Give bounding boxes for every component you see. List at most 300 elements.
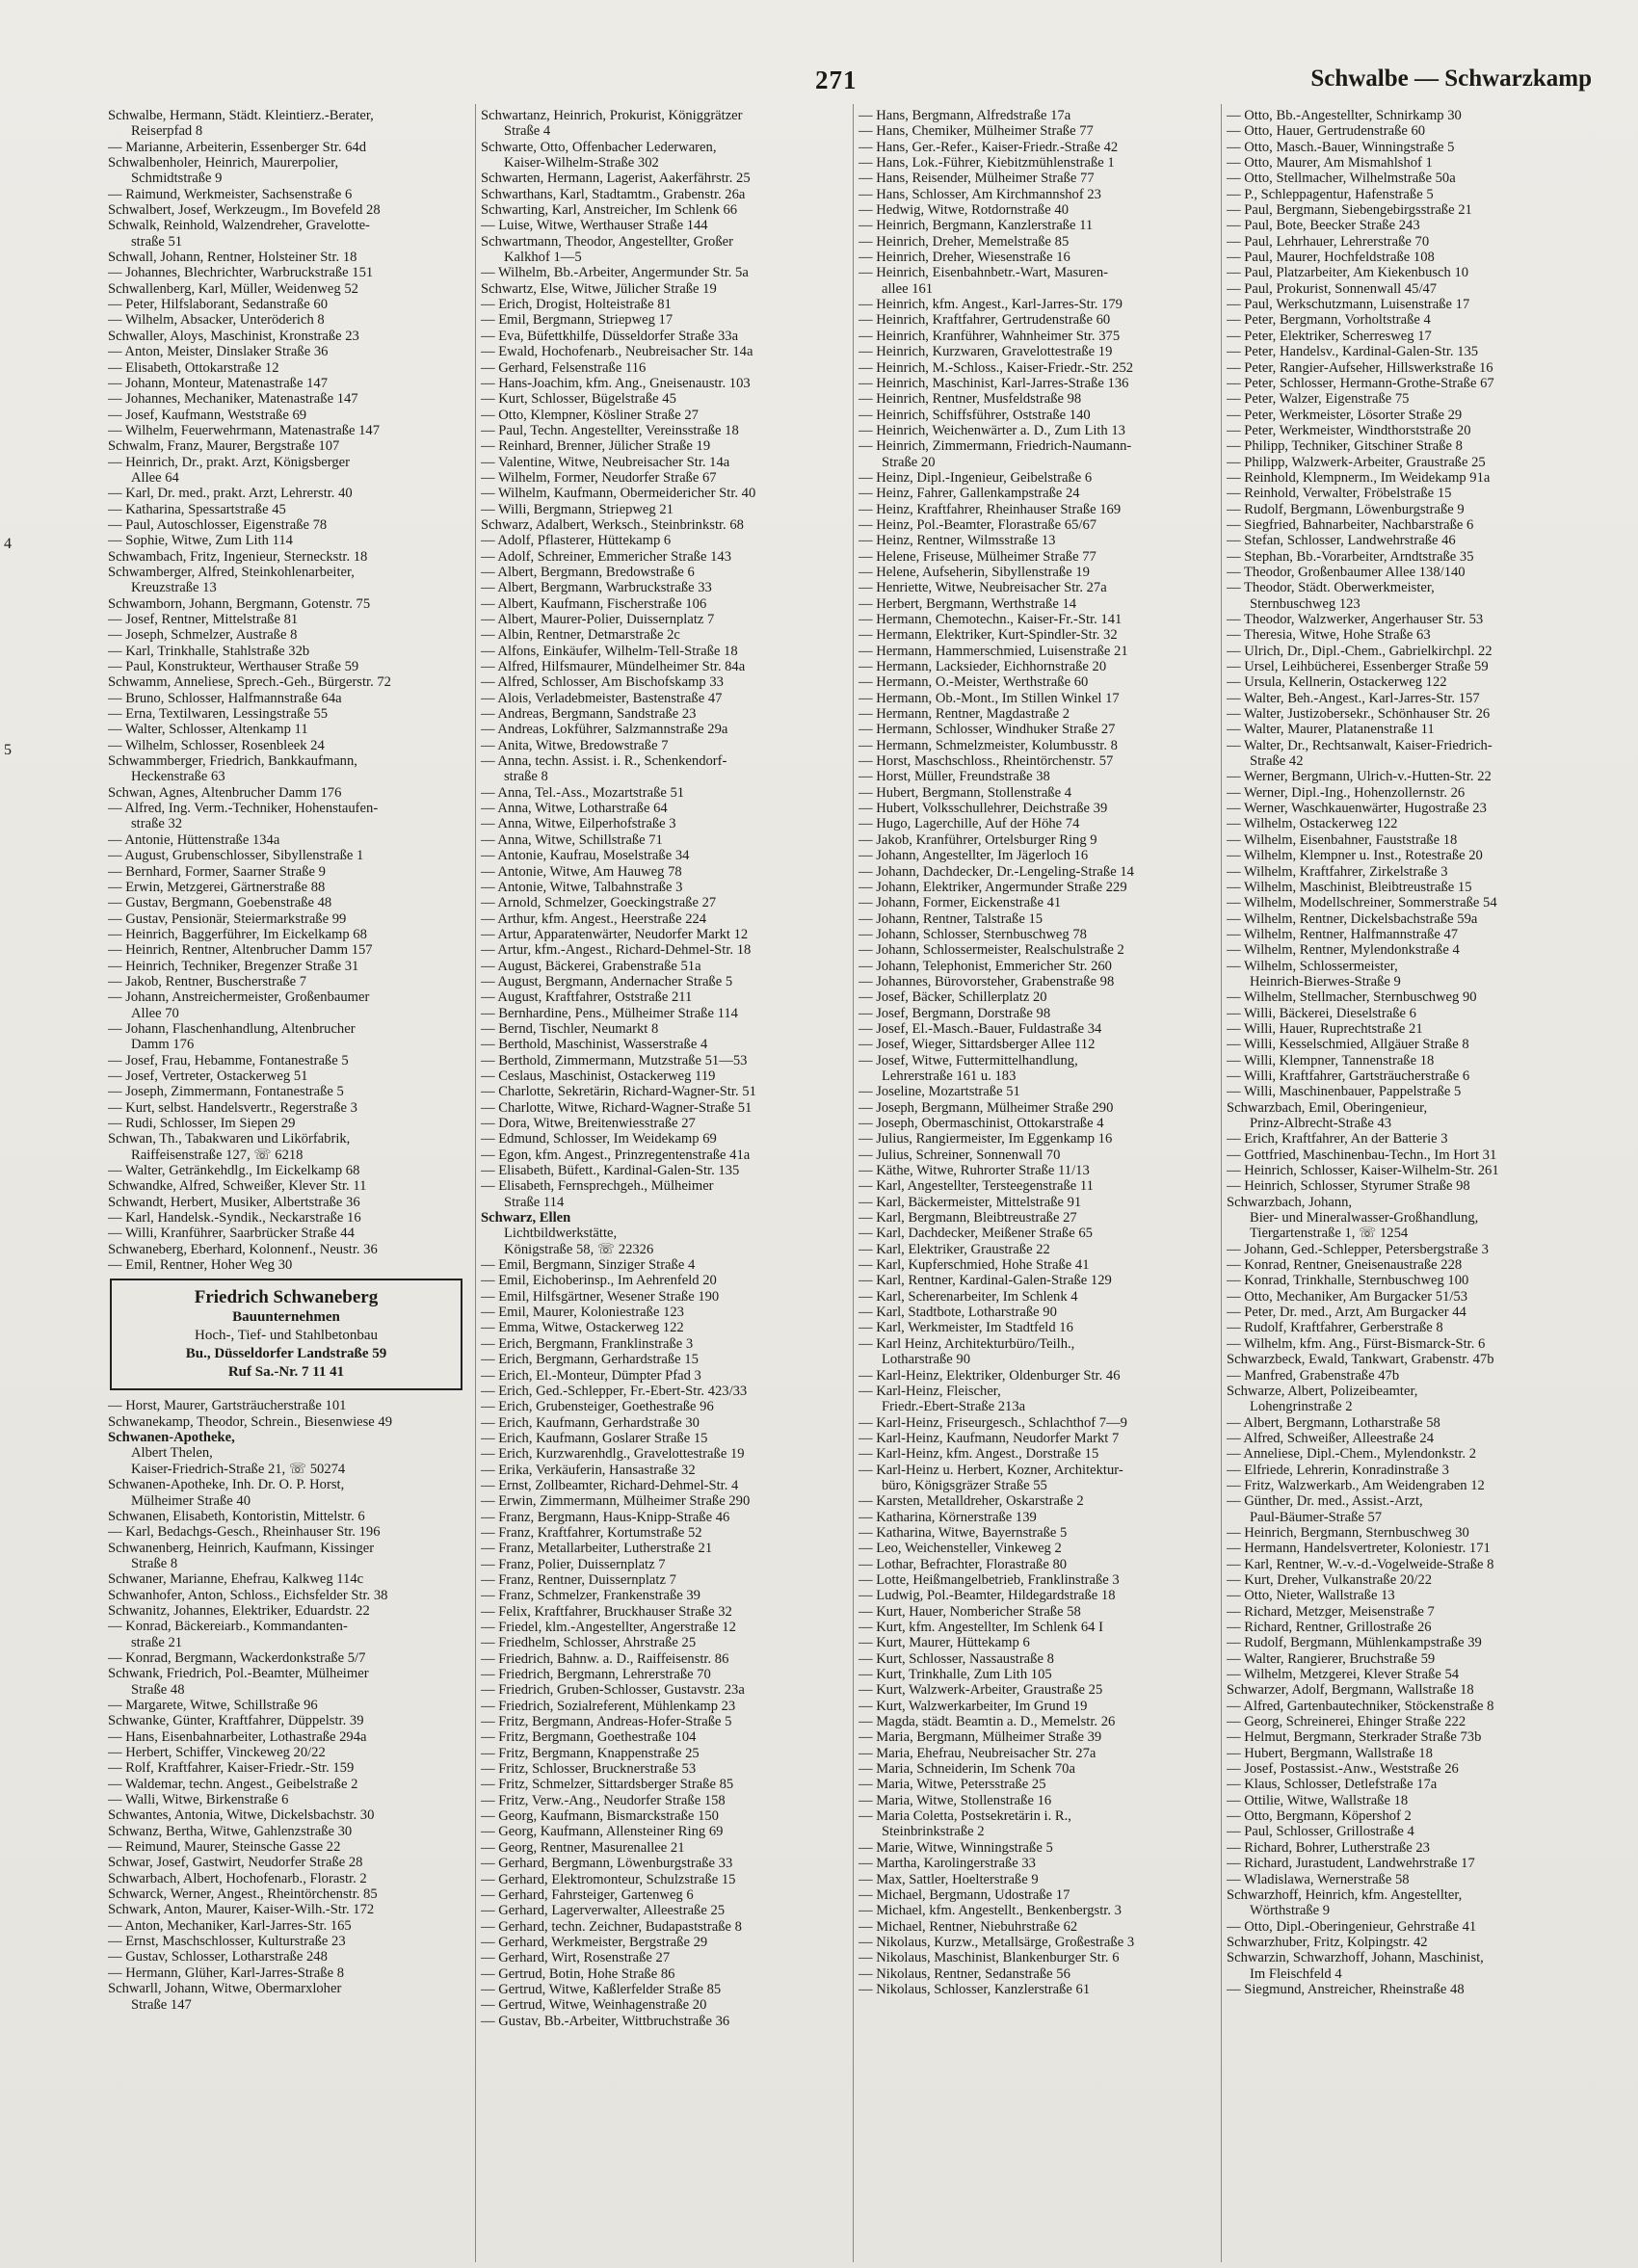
directory-entry: Bier- und Mineralwasser-Großhandlung, bbox=[1250, 1210, 1479, 1226]
directory-entry: — Heinrich, Weichenwärter a. D., Zum Lith 13 bbox=[859, 422, 1125, 438]
directory-entry: Schwamm, Anneliese, Sprech.-Geh., Bürgerstr. 72 bbox=[108, 674, 391, 691]
ad-address: Bu., Düsseldorfer Landstraße 59 bbox=[185, 1346, 387, 1362]
advertisement-box bbox=[110, 1279, 462, 1390]
directory-entry: — Richard, Jurastudent, Landwehrstraße 17 bbox=[1227, 1856, 1475, 1872]
directory-entry: — Karl-Heinz, Friseurgesch., Schlachthof 7—9 bbox=[859, 1414, 1127, 1431]
directory-entry: — Franz, Schmelzer, Frankenstraße 39 bbox=[481, 1588, 700, 1604]
directory-entry: Schwarll, Johann, Witwe, Obermarxloher bbox=[108, 1981, 342, 1997]
directory-entry: Schwantes, Antonia, Witwe, Dickelsbachstr. 30 bbox=[108, 1807, 375, 1824]
directory-entry: — Albert, Kaufmann, Fischerstraße 106 bbox=[481, 595, 707, 612]
directory-entry: Sternbuschweg 123 bbox=[1250, 595, 1361, 612]
directory-entry: — Berthold, Zimmermann, Mutzstraße 51—53 bbox=[481, 1052, 748, 1068]
directory-entry: Schwamborn, Johann, Bergmann, Gotenstr. 75 bbox=[108, 595, 371, 612]
directory-entry: — Katharina, Witwe, Bayernstraße 5 bbox=[859, 1524, 1068, 1541]
directory-entry: — Heinrich, Kranführer, Wahnheimer Str. 375 bbox=[859, 328, 1121, 344]
directory-entry: Schwanz, Bertha, Witwe, Gahlenzstraße 30 bbox=[108, 1823, 353, 1839]
directory-entry: — Peter, Schlosser, Hermann-Grothe-Straße 67 bbox=[1227, 375, 1494, 391]
directory-entry: — Hermann, O.-Meister, Werthstraße 60 bbox=[859, 674, 1089, 691]
directory-entry: — Konrad, Bäckereiarb., Kommandanten- bbox=[108, 1619, 348, 1635]
margin-mark: 5 bbox=[4, 742, 12, 758]
column-4 bbox=[1227, 108, 1600, 1997]
directory-entry: — Martha, Karolingerstraße 33 bbox=[859, 1856, 1036, 1872]
directory-entry: — Otto, Masch.-Bauer, Winningstraße 5 bbox=[1227, 139, 1455, 155]
directory-entry: — Johann, Rentner, Talstraße 15 bbox=[859, 910, 1044, 927]
directory-entry: — Gerhard, Bergmann, Löwenburgstraße 33 bbox=[481, 1856, 733, 1872]
directory-entry: — Willi, Bergmann, Striepweg 21 bbox=[481, 501, 674, 517]
directory-entry: Tiergartenstraße 1, ☏ 1254 bbox=[1250, 1226, 1409, 1242]
directory-entry: — Peter, Handelsv., Kardinal-Galen-Str. 135 bbox=[1227, 344, 1479, 360]
directory-entry: — Wilhelm, Schlosser, Rosenbleek 24 bbox=[108, 737, 325, 753]
directory-entry: — Josef, Kaufmann, Weststraße 69 bbox=[108, 407, 307, 423]
directory-entry: — August, Kraftfahrer, Oststraße 211 bbox=[481, 989, 693, 1006]
directory-entry: — Felix, Kraftfahrer, Bruckhauser Straße 32 bbox=[481, 1603, 732, 1620]
directory-entry: — Johannes, Mechaniker, Matenastraße 147 bbox=[108, 391, 358, 408]
directory-entry: allee 161 bbox=[882, 280, 934, 297]
directory-entry: — Maria Coletta, Postsekretärin i. R., bbox=[859, 1808, 1071, 1825]
directory-entry: — Ernst, Maschschlosser, Kulturstraße 23 bbox=[108, 1934, 346, 1950]
directory-entry: — Antonie, Hüttenstraße 134a bbox=[108, 831, 280, 848]
directory-entry: — Hermann, Schmelzmeister, Kolumbusstr. 8 bbox=[859, 737, 1118, 753]
directory-entry: — Johann, Angestellter, Im Jägerloch 16 bbox=[859, 848, 1089, 864]
directory-entry: — Maria, Ehefrau, Neubreisacher Str. 27a bbox=[859, 1745, 1096, 1761]
directory-entry: — Karl, Bäckermeister, Mittelstraße 91 bbox=[859, 1194, 1082, 1210]
directory-entry: — Fritz, Walzwerkarb., Am Weidengraben 12 bbox=[1227, 1477, 1485, 1493]
ad-line: Hoch-, Tief- und Stahlbetonbau bbox=[195, 1328, 378, 1344]
directory-entry: — Gustav, Schlosser, Lotharstraße 248 bbox=[108, 1949, 328, 1965]
directory-entry: — Max, Sattler, Hoelterstraße 9 bbox=[859, 1871, 1039, 1887]
directory-entry: — Rudolf, Kraftfahrer, Gerberstraße 8 bbox=[1227, 1320, 1443, 1336]
directory-entry: — Heinrich, Zimmermann, Friedrich-Naumann- bbox=[859, 438, 1132, 455]
directory-entry: — Elisabeth, Fernsprechgeh., Mülheimer bbox=[481, 1178, 714, 1195]
directory-entry: Schwanen-Apotheke, Inh. Dr. O. P. Horst, bbox=[108, 1477, 345, 1493]
entry-list bbox=[1227, 108, 1600, 1997]
directory-entry: — Joseline, Mozartstraße 51 bbox=[859, 1084, 1020, 1100]
directory-entry: — Gertrud, Botin, Hohe Straße 86 bbox=[481, 1965, 675, 1982]
directory-entry: — August, Bergmann, Andernacher Straße 5 bbox=[481, 973, 733, 989]
directory-entry: Schwarten, Hermann, Lagerist, Aakerfährstr. 25 bbox=[481, 171, 751, 187]
directory-entry: Steinbrinkstraße 2 bbox=[882, 1824, 985, 1840]
directory-entry: — Heinz, Dipl.-Ingenieur, Geibelstraße 6 bbox=[859, 469, 1093, 486]
directory-entry: — Erich, Grubensteiger, Goethestraße 96 bbox=[481, 1399, 714, 1415]
directory-entry: Schwarzer, Adolf, Bergmann, Wallstraße 18 bbox=[1227, 1682, 1474, 1699]
directory-entry: — Wilhelm, Schlossermeister, bbox=[1227, 958, 1398, 974]
directory-entry: — Ewald, Hochofenarb., Neubreisacher Str. 14a bbox=[481, 344, 753, 360]
directory-entry: — Konrad, Rentner, Gneisenaustraße 228 bbox=[1227, 1257, 1463, 1274]
directory-entry: — Nikolaus, Maschinist, Blankenburger Str. 6 bbox=[859, 1950, 1120, 1966]
directory-entry: — Karl, Scherenarbeiter, Im Schlenk 4 bbox=[859, 1288, 1078, 1305]
directory-entry: — Gustav, Pensionär, Steiermarkstraße 99 bbox=[108, 910, 347, 927]
directory-entry: — Fritz, Bergmann, Andreas-Hofer-Straße 5 bbox=[481, 1714, 732, 1730]
directory-entry: — Josef, Rentner, Mittelstraße 81 bbox=[108, 612, 299, 627]
directory-entry: — Hermann, Rentner, Magdastraße 2 bbox=[859, 706, 1070, 723]
directory-entry: — Paul, Maurer, Hochfeldstraße 108 bbox=[1227, 250, 1435, 266]
directory-entry: — Friedrich, Bergmann, Lehrerstraße 70 bbox=[481, 1667, 711, 1683]
directory-entry: — Antonie, Witwe, Am Hauweg 78 bbox=[481, 863, 682, 880]
directory-entry: Schwarzbeck, Ewald, Tankwart, Grabenstr. 47b bbox=[1227, 1352, 1494, 1368]
directory-entry: — Franz, Rentner, Duissernplatz 7 bbox=[481, 1571, 676, 1588]
directory-entry: — Antonie, Witwe, Talbahnstraße 3 bbox=[481, 879, 683, 895]
directory-entry: — Artur, Apparatenwärter, Neudorfer Markt 12 bbox=[481, 926, 749, 942]
directory-entry: — Peter, Elektriker, Scherresweg 17 bbox=[1227, 328, 1432, 344]
directory-entry: — Karl, Angestellter, Tersteegenstraße 11 bbox=[859, 1178, 1094, 1195]
directory-entry: — Emil, Bergmann, Sinziger Straße 4 bbox=[481, 1257, 696, 1274]
directory-entry: — Joseph, Schmelzer, Austraße 8 bbox=[108, 627, 298, 644]
directory-entry: Lohengrinstraße 2 bbox=[1250, 1399, 1353, 1415]
directory-entry: Schwarz, Ellen bbox=[481, 1210, 571, 1226]
directory-entry: — Otto, Klempner, Kösliner Straße 27 bbox=[481, 407, 699, 423]
directory-entry: — Leo, Weichensteller, Vinkeweg 2 bbox=[859, 1541, 1062, 1557]
directory-entry: — Theodor, Städt. Oberwerkmeister, bbox=[1227, 580, 1435, 596]
directory-entry: — Reimund, Maurer, Steinsche Gasse 22 bbox=[108, 1839, 341, 1856]
directory-entry: — Peter, Rangier-Aufseher, Hillswerkstraße 16 bbox=[1227, 359, 1493, 376]
directory-entry: — Anton, Meister, Dinslaker Straße 36 bbox=[108, 344, 329, 360]
directory-entry: — Paul, Techn. Angestellter, Vereinsstraße 18 bbox=[481, 422, 739, 438]
directory-entry: — Josef, Vertreter, Ostackerweg 51 bbox=[108, 1068, 308, 1084]
directory-entry: — Josef, Frau, Hebamme, Fontanestraße 5 bbox=[108, 1052, 349, 1068]
directory-entry: — Heinrich, Bergmann, Sternbuschweg 30 bbox=[1227, 1524, 1469, 1541]
directory-entry: — Lotte, Heißmangelbetrieb, Franklinstraße 3 bbox=[859, 1571, 1120, 1588]
directory-entry: — Johannes, Blechrichter, Warbruckstraße 151 bbox=[108, 265, 374, 281]
directory-entry: — Johann, Ged.-Schlepper, Petersbergstraße 3 bbox=[1227, 1241, 1489, 1257]
directory-entry: — Antonie, Kaufrau, Moselstraße 34 bbox=[481, 848, 690, 864]
directory-entry: Schwanen, Elisabeth, Kontoristin, Mittelstr. 6 bbox=[108, 1508, 365, 1524]
column-2 bbox=[481, 108, 855, 2029]
directory-entry: Schwalk, Reinhold, Walzendreher, Gravelotte- bbox=[108, 218, 370, 234]
column-1 bbox=[108, 108, 482, 2013]
directory-entry: — Paul, Bergmann, Siebengebirgsstraße 21 bbox=[1227, 202, 1472, 219]
directory-entry: — Otto, Stellmacher, Wilhelmstraße 50a bbox=[1227, 171, 1456, 187]
directory-entry: — Hans, Reisender, Mülheimer Straße 77 bbox=[859, 171, 1095, 187]
directory-entry: Schwandt, Herbert, Musiker, Albertstraße 36 bbox=[108, 1194, 360, 1210]
directory-entry: — Klaus, Schlosser, Detlefstraße 17a bbox=[1227, 1777, 1438, 1793]
directory-entry: — Julius, Rangiermeister, Im Eggenkamp 16 bbox=[859, 1131, 1113, 1147]
directory-entry: — Willi, Klempner, Tannenstraße 18 bbox=[1227, 1052, 1435, 1068]
directory-entry: Schwarzbach, Emil, Oberingenieur, bbox=[1227, 1099, 1428, 1116]
directory-entry: Heckenstraße 63 bbox=[131, 769, 225, 785]
directory-entry: — Heinz, Fahrer, Gallenkampstraße 24 bbox=[859, 486, 1080, 502]
directory-entry: — Julius, Schreiner, Sonnenwall 70 bbox=[859, 1147, 1061, 1163]
directory-entry: — Ceslaus, Maschinist, Ostackerweg 119 bbox=[481, 1068, 716, 1084]
directory-entry: — Joseph, Bergmann, Mülheimer Straße 290 bbox=[859, 1099, 1114, 1116]
directory-entry: — Walter, Beh.-Angest., Karl-Jarres-Str. 157 bbox=[1227, 690, 1480, 706]
directory-entry: — Walter, Getränkehdlg., Im Eickelkamp 68 bbox=[108, 1163, 360, 1179]
directory-entry: — Karl, Handelsk.-Syndik., Neckarstraße 16 bbox=[108, 1210, 361, 1226]
directory-entry: — Eva, Büfettkhilfe, Düsseldorfer Straße 33a bbox=[481, 328, 739, 344]
running-title: Schwalbe — Schwarzkamp bbox=[1310, 66, 1592, 92]
directory-entry: Schwarte, Otto, Offenbacher Lederwaren, bbox=[481, 139, 717, 155]
directory-entry: — Helmut, Bergmann, Sterkrader Straße 73b bbox=[1227, 1729, 1482, 1746]
directory-entry: — Emma, Witwe, Ostackerweg 122 bbox=[481, 1320, 684, 1336]
directory-entry: Straße 48 bbox=[131, 1681, 185, 1698]
directory-entry: — Hans, Chemiker, Mülheimer Straße 77 bbox=[859, 123, 1094, 140]
directory-entry: — Gerhard, Lagerverwalter, Alleestraße 25 bbox=[481, 1903, 726, 1919]
directory-entry: — Marie, Witwe, Winningstraße 5 bbox=[859, 1839, 1053, 1856]
directory-entry: — Peter, Hilfslaborant, Sedanstraße 60 bbox=[108, 297, 328, 313]
directory-entry: Heinrich-Bierwes-Straße 9 bbox=[1250, 973, 1401, 989]
directory-entry: — Erich, El.-Monteur, Dümpter Pfad 3 bbox=[481, 1367, 701, 1384]
directory-entry: — Gerhard, Elektromonteur, Schulzstraße 15 bbox=[481, 1871, 736, 1887]
directory-entry: Paul-Bäumer-Straße 57 bbox=[1250, 1509, 1383, 1525]
directory-entry: — Richard, Metzger, Meisenstraße 7 bbox=[1227, 1603, 1435, 1620]
directory-entry: — Rudolf, Bergmann, Mühlenkampstraße 39 bbox=[1227, 1635, 1482, 1651]
directory-entry: — Günther, Dr. med., Assist.-Arzt, bbox=[1227, 1493, 1423, 1510]
directory-entry: Schwalbert, Josef, Werkzeugm., Im Bovefeld 28 bbox=[108, 202, 381, 219]
directory-entry: — Kurt, Walzwerkarbeiter, Im Grund 19 bbox=[859, 1698, 1088, 1714]
directory-entry: — Karl, Elektriker, Graustraße 22 bbox=[859, 1241, 1050, 1257]
directory-entry: — Heinz, Rentner, Wilmsstraße 13 bbox=[859, 533, 1056, 549]
directory-entry: — Karl, Rentner, W.-v.-d.-Vogelweide-Straße 8 bbox=[1227, 1556, 1494, 1572]
directory-entry: — Herbert, Schiffer, Vinckeweg 20/22 bbox=[108, 1745, 326, 1760]
directory-entry: — Sophie, Witwe, Zum Lith 114 bbox=[108, 533, 293, 549]
directory-entry: — Georg, Schreinerei, Ehinger Straße 222 bbox=[1227, 1714, 1466, 1730]
directory-entry: — Franz, Bergmann, Haus-Knipp-Straße 46 bbox=[481, 1509, 730, 1525]
entry-list bbox=[859, 108, 1232, 1997]
directory-entry: — Kurt, Schlosser, Nassaustraße 8 bbox=[859, 1650, 1054, 1667]
directory-entry: Reiserpfad 8 bbox=[131, 123, 203, 140]
directory-entry: — Anneliese, Dipl.-Chem., Mylendonkstr. 2 bbox=[1227, 1446, 1477, 1463]
directory-entry: — Rolf, Kraftfahrer, Kaiser-Friedr.-Str. 159 bbox=[108, 1760, 355, 1777]
ad-subtitle: Bauunternehmen bbox=[232, 1309, 340, 1326]
directory-entry: — Peter, Walzer, Eigenstraße 75 bbox=[1227, 391, 1410, 408]
directory-entry: Schwalbenholer, Heinrich, Maurerpolier, bbox=[108, 155, 339, 171]
directory-entry: — Georg, Kaufmann, Bismarckstraße 150 bbox=[481, 1808, 719, 1825]
directory-entry: — Erich, Kaufmann, Goslarer Straße 15 bbox=[481, 1430, 708, 1446]
directory-entry: Straße 114 bbox=[504, 1194, 565, 1210]
directory-entry: — Gerhard, Wirt, Rosenstraße 27 bbox=[481, 1950, 671, 1966]
directory-entry: — Fritz, Bergmann, Goethestraße 104 bbox=[481, 1729, 697, 1746]
directory-entry: — Paul, Bote, Beecker Straße 243 bbox=[1227, 218, 1420, 234]
directory-entry: — Johann, Monteur, Matenastraße 147 bbox=[108, 375, 328, 391]
directory-entry: Schwan, Th., Tabakwaren und Likörfabrik, bbox=[108, 1131, 351, 1147]
directory-entry: Prinz-Albrecht-Straße 43 bbox=[1250, 1116, 1392, 1131]
directory-entry: — Elisabeth, Büfett., Kardinal-Galen-Str. 135 bbox=[481, 1163, 740, 1179]
directory-entry: — Karl Heinz, Architekturbüro/Teilh., bbox=[859, 1335, 1075, 1352]
directory-entry: — Philipp, Walzwerk-Arbeiter, Graustraße 25 bbox=[1227, 454, 1486, 470]
directory-entry: — August, Bäckerei, Grabenstraße 51a bbox=[481, 958, 701, 974]
directory-entry: — Hermann, Elektriker, Kurt-Spindler-Str. 32 bbox=[859, 627, 1118, 644]
directory-entry: — Reinhold, Klempnerm., Im Weidekamp 91a bbox=[1227, 469, 1491, 486]
directory-entry: — Heinrich, M.-Schloss., Kaiser-Friedr.-Str. 252 bbox=[859, 359, 1134, 376]
directory-entry: Wörthstraße 9 bbox=[1250, 1903, 1331, 1919]
directory-entry: — Kurt, Maurer, Hüttekamp 6 bbox=[859, 1635, 1030, 1651]
directory-entry: straße 32 bbox=[131, 816, 183, 832]
directory-entry: Friedr.-Ebert-Straße 213a bbox=[882, 1399, 1026, 1415]
directory-entry: — Maria, Schneiderin, Im Schenk 70a bbox=[859, 1761, 1075, 1778]
directory-entry: — Hans, Schlosser, Am Kirchmannshof 23 bbox=[859, 186, 1101, 202]
directory-entry: — Albert, Bergmann, Warbruckstraße 33 bbox=[481, 580, 712, 596]
directory-entry: — Johann, Flaschenhandlung, Altenbrucher bbox=[108, 1020, 356, 1037]
directory-entry: — Elisabeth, Ottokarstraße 12 bbox=[108, 359, 279, 376]
directory-entry: — Gerhard, techn. Zeichner, Budapaststraße 8 bbox=[481, 1918, 742, 1935]
directory-entry: — Peter, Werkmeister, Windthorststraße 20 bbox=[1227, 422, 1471, 438]
directory-entry: — Josef, Postassist.-Anw., Weststraße 26 bbox=[1227, 1761, 1459, 1778]
directory-entry: — Heinz, Pol.-Beamter, Florastraße 65/67 bbox=[859, 516, 1097, 533]
directory-entry: — Wilhelm, Maschinist, Bleibtreustraße 15 bbox=[1227, 879, 1472, 895]
directory-entry: Schwall, Johann, Rentner, Holsteiner Str. 18 bbox=[108, 250, 357, 266]
directory-entry: — Karl-Heinz u. Herbert, Kozner, Architektur- bbox=[859, 1462, 1123, 1478]
directory-entry: — Alfred, Ing. Verm.-Techniker, Hohenstaufen- bbox=[108, 801, 379, 817]
directory-entry: — Anita, Witwe, Bredowstraße 7 bbox=[481, 737, 669, 753]
directory-entry: — Philipp, Techniker, Gitschiner Straße 8 bbox=[1227, 438, 1463, 455]
directory-entry: — Hermann, Chemotechn., Kaiser-Fr.-Str. 141 bbox=[859, 612, 1123, 627]
directory-entry: — Karl-Heinz, Kaufmann, Neudorfer Markt 7 bbox=[859, 1430, 1120, 1446]
directory-entry: — Alfred, Gartenbautechniker, Stöckenstraße 8 bbox=[1227, 1698, 1494, 1714]
directory-entry: — Andreas, Lokführer, Salzmannstraße 29a bbox=[481, 722, 728, 738]
directory-entry: — Willi, Kesselschmied, Allgäuer Straße 8 bbox=[1227, 1037, 1469, 1053]
directory-entry: — Erich, Drogist, Holteistraße 81 bbox=[481, 297, 672, 313]
directory-entry: — Anna, Witwe, Schillstraße 71 bbox=[481, 831, 663, 848]
directory-entry: — Arthur, kfm. Angest., Heerstraße 224 bbox=[481, 910, 707, 927]
directory-entry: — Willi, Kraftfahrer, Gartsträucherstraße 6 bbox=[1227, 1068, 1470, 1084]
directory-entry: — Heinrich, Eisenbahnbetr.-Wart, Masuren- bbox=[859, 265, 1108, 281]
directory-entry: — Siegmund, Anstreicher, Rheinstraße 48 bbox=[1227, 1981, 1465, 1997]
directory-entry: — Heinz, Kraftfahrer, Rheinhauser Straße 169 bbox=[859, 501, 1122, 517]
directory-entry: — P., Schleppagentur, Hafenstraße 5 bbox=[1227, 186, 1434, 202]
directory-entry: — Karsten, Metalldreher, Oskarstraße 2 bbox=[859, 1493, 1084, 1510]
directory-entry: — Peter, Bergmann, Vorholtstraße 4 bbox=[1227, 312, 1431, 329]
directory-entry: — Bernhardine, Pens., Mülheimer Straße 114 bbox=[481, 1005, 738, 1021]
directory-entry: — Karl, Kupferschmied, Hohe Straße 41 bbox=[859, 1257, 1090, 1274]
directory-entry: — Michael, Rentner, Niebuhrstraße 62 bbox=[859, 1918, 1078, 1935]
directory-entry: Schwarbach, Albert, Hochofenarb., Florastr. 2 bbox=[108, 1870, 367, 1886]
directory-entry: — Hermann, Hammerschmied, Luisenstraße 21 bbox=[859, 643, 1128, 659]
directory-entry: — Wilhelm, Rentner, Halfmannstraße 47 bbox=[1227, 926, 1459, 942]
page-header bbox=[0, 64, 1638, 102]
directory-entry: Schwanenberg, Heinrich, Kaufmann, Kissinger bbox=[108, 1540, 375, 1556]
directory-entry: — Wilhelm, Metzgerei, Klever Straße 54 bbox=[1227, 1667, 1460, 1683]
directory-entry: — Heinrich, Dreher, Wiesenstraße 16 bbox=[859, 250, 1070, 266]
directory-entry: — Otto, Maurer, Am Mismahlshof 1 bbox=[1227, 155, 1433, 171]
directory-entry: — Friedrich, Bahnw. a. D., Raiffeisenstr. 86 bbox=[481, 1650, 729, 1667]
directory-entry: — Helene, Aufseherin, Sibyllenstraße 19 bbox=[859, 564, 1090, 580]
entry-list bbox=[108, 1398, 482, 2012]
directory-entry: — Kurt, Dreher, Vulkanstraße 20/22 bbox=[1227, 1571, 1433, 1588]
directory-entry: — Erika, Verkäuferin, Hansastraße 32 bbox=[481, 1462, 696, 1478]
directory-entry: — Karl, Bedachgs-Gesch., Rheinhauser Str. 196 bbox=[108, 1524, 381, 1541]
directory-entry: — Konrad, Bergmann, Wackerdonkstraße 5/7 bbox=[108, 1649, 366, 1666]
directory-entry: — Paul, Schlosser, Grillostraße 4 bbox=[1227, 1824, 1414, 1840]
directory-entry: — Walter, Rangierer, Bruchstraße 59 bbox=[1227, 1650, 1436, 1667]
directory-entry: — Edmund, Schlosser, Im Weidekamp 69 bbox=[481, 1131, 717, 1147]
directory-entry: — Erich, Kurzwarenhdlg., Gravelottestraße 19 bbox=[481, 1446, 745, 1463]
directory-entry: straße 8 bbox=[504, 769, 548, 785]
directory-entry: — Paul, Prokurist, Sonnenwall 45/47 bbox=[1227, 280, 1438, 297]
directory-entry: — Paul, Konstrukteur, Werthauser Straße 59 bbox=[108, 659, 359, 675]
directory-entry: — Hermann, Schlosser, Windhuker Straße 27 bbox=[859, 722, 1116, 738]
directory-entry: — Luise, Witwe, Werthauser Straße 144 bbox=[481, 218, 708, 234]
directory-entry: — Heinrich, Bergmann, Kanzlerstraße 11 bbox=[859, 218, 1094, 234]
directory-entry: — Emil, Hilfsgärtner, Wesener Straße 190 bbox=[481, 1288, 720, 1305]
directory-entry: — Charlotte, Sekretärin, Richard-Wagner-Str. 51 bbox=[481, 1084, 756, 1100]
directory-entry: — Adolf, Pflasterer, Hüttekamp 6 bbox=[481, 533, 672, 549]
directory-entry: — Hugo, Lagerchille, Auf der Höhe 74 bbox=[859, 816, 1080, 832]
directory-entry: Schwarzbach, Johann, bbox=[1227, 1194, 1353, 1210]
directory-entry: — Werner, Waschkauenwärter, Hugostraße 23 bbox=[1227, 801, 1487, 817]
directory-entry: Albert Thelen, bbox=[131, 1445, 213, 1462]
directory-entry: — Willi, Bäckerei, Dieselstraße 6 bbox=[1227, 1005, 1416, 1021]
directory-entry: — Nikolaus, Schlosser, Kanzlerstraße 61 bbox=[859, 1981, 1091, 1997]
directory-entry: — Heinrich, Maschinist, Karl-Jarres-Straße 136 bbox=[859, 375, 1129, 391]
directory-entry: — Hans, Bergmann, Alfredstraße 17a bbox=[859, 108, 1071, 123]
directory-entry: — Raimund, Werkmeister, Sachsenstraße 6 bbox=[108, 186, 353, 202]
directory-entry: — Karl-Heinz, Elektriker, Oldenburger Str. 46 bbox=[859, 1367, 1121, 1384]
directory-entry: — Wilhelm, Kraftfahrer, Zirkelstraße 3 bbox=[1227, 863, 1448, 880]
directory-entry: — Maria, Witwe, Petersstraße 25 bbox=[859, 1777, 1046, 1793]
directory-entry: — Karl, Bergmann, Bleibtreustraße 27 bbox=[859, 1210, 1077, 1226]
directory-entry: — Adolf, Schreiner, Emmericher Straße 143 bbox=[481, 548, 732, 565]
directory-entry: — Wilhelm, Rentner, Mylendonkstraße 4 bbox=[1227, 942, 1460, 959]
directory-entry: Mülheimer Straße 40 bbox=[131, 1492, 251, 1509]
directory-entry: — Maria, Witwe, Stollenstraße 16 bbox=[859, 1792, 1052, 1808]
directory-entry: Schwarck, Werner, Angest., Rheintörchenstr. 85 bbox=[108, 1886, 378, 1903]
directory-entry: — Anna, Witwe, Eilperhofstraße 3 bbox=[481, 816, 676, 832]
directory-entry: — Ursula, Kellnerin, Ostackerweg 122 bbox=[1227, 674, 1447, 691]
directory-entry: — Josef, Witwe, Futtermittelhandlung, bbox=[859, 1052, 1078, 1068]
directory-entry: — Johann, Schlosser, Sternbuschweg 78 bbox=[859, 926, 1087, 942]
directory-entry: — Wilhelm, Kaufmann, Obermeidericher Str. 40 bbox=[481, 486, 756, 502]
directory-entry: — Horst, Müller, Freundstraße 38 bbox=[859, 769, 1050, 785]
directory-entry: Straße 8 bbox=[131, 1555, 178, 1571]
directory-entry: — Emil, Bergmann, Striepweg 17 bbox=[481, 312, 674, 329]
directory-entry: — Josef, Bäcker, Schillerplatz 20 bbox=[859, 989, 1047, 1006]
directory-entry: Schwamberger, Alfred, Steinkohlenarbeiter, bbox=[108, 564, 355, 580]
directory-entry: Schwanke, Günter, Kraftfahrer, Düppelstr. 39 bbox=[108, 1713, 364, 1729]
directory-entry: Schwanen-Apotheke, bbox=[108, 1430, 235, 1446]
directory-entry: — Walli, Witwe, Birkenstraße 6 bbox=[108, 1792, 289, 1808]
directory-entry: Schmidtstraße 9 bbox=[131, 171, 223, 187]
directory-entry: Kaiser-Wilhelm-Straße 302 bbox=[504, 155, 659, 171]
directory-entry: — Fritz, Verw.-Ang., Neudorfer Straße 158 bbox=[481, 1792, 726, 1808]
directory-entry: — Kurt, Hauer, Nombericher Straße 58 bbox=[859, 1603, 1081, 1620]
directory-entry: — Theodor, Großenbaumer Allee 138/140 bbox=[1227, 564, 1466, 580]
directory-entry: — Heinrich, Rentner, Musfeldstraße 98 bbox=[859, 391, 1082, 408]
directory-entry: — Bernd, Tischler, Neumarkt 8 bbox=[481, 1020, 659, 1037]
directory-entry: — Josef, El.-Masch.-Bauer, Fuldastraße 34 bbox=[859, 1020, 1102, 1037]
directory-entry: — Friedrich, Gruben-Schlosser, Gustavstr. 23a bbox=[481, 1682, 745, 1699]
directory-entry: — Emil, Maurer, Koloniestraße 123 bbox=[481, 1305, 684, 1321]
directory-entry: — Valentine, Witwe, Neubreisacher Str. 14a bbox=[481, 454, 730, 470]
directory-entry: — Gustav, Bergmann, Goebenstraße 48 bbox=[108, 895, 332, 911]
directory-entry: — Walter, Maurer, Platanenstraße 11 bbox=[1227, 722, 1435, 738]
directory-entry: — Katharina, Spessartstraße 45 bbox=[108, 501, 286, 517]
directory-entry: — Erich, Ged.-Schlepper, Fr.-Ebert-Str. 423/33 bbox=[481, 1383, 748, 1399]
directory-entry: — Fritz, Schlosser, Brucknerstraße 53 bbox=[481, 1761, 697, 1778]
directory-entry: Straße 147 bbox=[131, 1996, 192, 2013]
directory-entry: — Wilhelm, Former, Neudorfer Straße 67 bbox=[481, 469, 717, 486]
column-3 bbox=[859, 108, 1232, 1997]
directory-entry: — Alfons, Einkäufer, Wilhelm-Tell-Straße 18 bbox=[481, 643, 738, 659]
directory-entry: büro, Königsgräzer Straße 55 bbox=[882, 1477, 1047, 1493]
directory-entry: Straße 20 bbox=[882, 454, 936, 470]
entry-list bbox=[108, 108, 482, 1273]
directory-entry: — Alois, Verladebmeister, Bastenstraße 47 bbox=[481, 690, 723, 706]
directory-entry: Straße 42 bbox=[1250, 753, 1304, 770]
directory-entry: — Jakob, Kranführer, Ortelsburger Ring 9 bbox=[859, 831, 1097, 848]
directory-entry: — Alfred, Schweißer, Alleestraße 24 bbox=[1227, 1430, 1435, 1446]
directory-entry: Allee 70 bbox=[131, 1005, 179, 1021]
directory-entry: — Herbert, Bergmann, Werthstraße 14 bbox=[859, 595, 1077, 612]
directory-entry: — Albin, Rentner, Detmarstraße 2c bbox=[481, 627, 680, 644]
directory-entry: — Wilhelm, Feuerwehrmann, Matenastraße 147 bbox=[108, 422, 381, 438]
directory-entry: Schwammberger, Friedrich, Bankkaufmann, bbox=[108, 753, 357, 770]
directory-entry: — Richard, Bohrer, Lutherstraße 23 bbox=[1227, 1839, 1430, 1856]
directory-entry: Schwan, Agnes, Altenbrucher Damm 176 bbox=[108, 784, 342, 801]
directory-entry: — Wilhelm, Eisenbahner, Fauststraße 18 bbox=[1227, 831, 1458, 848]
directory-entry: — Hubert, Volksschullehrer, Deichstraße 39 bbox=[859, 801, 1108, 817]
directory-entry: — Erich, Kaufmann, Gerhardstraße 30 bbox=[481, 1414, 700, 1431]
directory-entry: — Kurt, kfm. Angestellter, Im Schlenk 64 I bbox=[859, 1620, 1103, 1635]
directory-entry: — Johann, Dachdecker, Dr.-Lengeling-Straße 14 bbox=[859, 863, 1134, 880]
